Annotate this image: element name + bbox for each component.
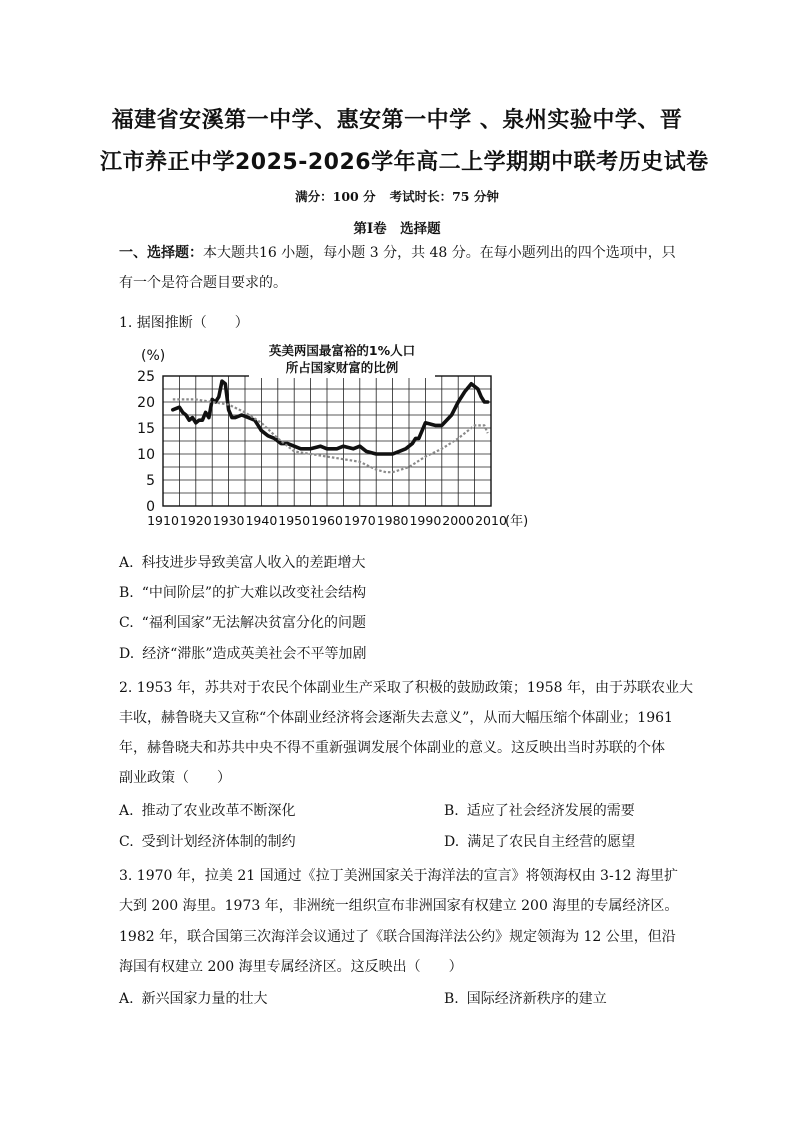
instructions-line2: 有一个是符合题目要求的。	[119, 275, 287, 291]
q3-stem-line2: 大到 200 海里。1973 年，非洲统一组织宣布非洲国家有权建立 200 海里的专属经济区。	[119, 898, 679, 914]
option-key: B.	[444, 803, 459, 819]
y-tick-label: 5	[146, 473, 155, 489]
instructions-text: 本大题共16 小题，每小题 3 分，共 48 分。在每小题列出的四个选项中，只	[203, 245, 676, 261]
exam-duration: 考试时长：75 分钟	[389, 189, 499, 204]
q1-stem: 1. 据图推断（ ）	[119, 315, 249, 331]
y-axis-label: (%)	[141, 348, 166, 364]
y-tick-label: 20	[137, 395, 155, 411]
y-tick-label: 0	[146, 499, 155, 515]
full-score: 满分：100 分	[295, 189, 376, 204]
q3-option-b[interactable]	[444, 988, 607, 1008]
series-line-solid	[173, 381, 488, 454]
option-text: 受到计划经济体制的制约	[141, 834, 296, 850]
option-text: “福利国家”无法解决贫富分化的问题	[141, 615, 366, 631]
chart-title: 英美两国最富裕的1%人口	[268, 343, 416, 358]
y-tick-label: 15	[137, 421, 155, 437]
q2-option-a[interactable]	[119, 800, 296, 820]
exam-title-line1: 福建省安溪第一中学、惠安第一中学 、泉州实验中学、晋	[111, 108, 683, 133]
option-key: A.	[119, 991, 134, 1007]
exam-title-line2: 江市养正中学2025-2026学年高二上学期期中联考历史试卷	[100, 150, 709, 175]
option-text: 经济“滞胀”造成英美社会不平等加剧	[142, 646, 367, 662]
option-key: B.	[444, 991, 459, 1007]
option-key: A.	[119, 555, 134, 571]
option-key: C.	[119, 615, 134, 631]
x-tick-label: 2000	[442, 513, 475, 528]
x-tick-label: 1990	[409, 513, 442, 528]
section-heading: 第Ⅰ卷 选择题	[353, 221, 441, 237]
option-key: D.	[444, 834, 460, 850]
instructions-line1	[119, 242, 676, 262]
q1-chart	[119, 336, 549, 536]
y-tick-label: 10	[137, 447, 155, 463]
x-tick-label: 1980	[376, 513, 409, 528]
option-text: 新兴国家力量的壮大	[141, 991, 268, 1007]
q1-option-b[interactable]	[119, 582, 366, 602]
option-key: C.	[119, 834, 134, 850]
q3-stem-line3: 1982 年，联合国第三次海洋会议通过了《联合国海洋法公约》规定领海为 12 公里，但沿	[119, 929, 676, 945]
q1-option-d[interactable]	[119, 643, 367, 663]
q2-option-b[interactable]	[444, 800, 635, 820]
q2-stem-line4: 副业政策（ ）	[119, 770, 231, 786]
option-text: 推动了农业改革不断深化	[141, 803, 296, 819]
wealth-share-chart	[119, 336, 549, 536]
exam-meta	[0, 187, 794, 205]
option-text: “中间阶层”的扩大难以改变社会结构	[141, 585, 367, 601]
option-key: B.	[119, 585, 134, 601]
option-text: 科技进步导致美富人收入的差距增大	[141, 555, 366, 571]
option-text: 适应了社会经济发展的需要	[466, 803, 635, 819]
q3-stem-line1: 3. 1970 年，拉美 21 国通过《拉丁美洲国家关于海洋法的宣言》将领海权由 3-12 海里扩	[119, 868, 678, 884]
q2-stem-line3: 年，赫鲁晓夫和苏共中央不得不重新强调发展个体副业的意义。这反映出当时苏联的个体	[119, 740, 665, 756]
x-tick-label: 1960	[311, 513, 343, 528]
q1-option-a[interactable]	[119, 552, 366, 572]
option-text: 满足了农民自主经营的愿望	[467, 834, 636, 850]
q3-stem-line4: 海国有权建立 200 海里专属经济区。这反映出（ ）	[119, 959, 463, 975]
x-tick-label: 1940	[245, 513, 278, 528]
q2-option-d[interactable]	[444, 831, 635, 851]
chart-subtitle: 所占国家财富的比例	[285, 360, 399, 375]
q2-stem-line1: 2. 1953 年，苏共对于农民个体副业生产采取了积极的鼓励政策；1958 年，由于苏联农业大	[119, 680, 693, 696]
y-tick-label: 25	[137, 369, 155, 385]
q2-stem-line2: 丰收，赫鲁晓夫又宣称“个体副业经济将会逐渐失去意义”，从而大幅压缩个体副业；1961	[119, 710, 673, 726]
q3-option-a[interactable]	[119, 988, 268, 1008]
option-text: 国际经济新秩序的建立	[466, 991, 607, 1007]
q2-option-c[interactable]	[119, 831, 296, 851]
option-key: D.	[119, 646, 135, 662]
x-tick-label: 1950	[278, 513, 311, 528]
x-tick-label: 1930	[212, 513, 245, 528]
instructions-lead: 一、选择题：	[119, 245, 203, 261]
x-tick-label: 1970	[343, 513, 376, 528]
x-tick-label: 2010	[475, 513, 507, 528]
series-line-dotted	[173, 399, 488, 472]
q1-option-c[interactable]	[119, 612, 366, 632]
x-tick-label: 1910	[147, 513, 179, 528]
x-tick-label: 1920	[179, 513, 212, 528]
x-axis-label: (年)	[505, 514, 529, 529]
option-key: A.	[119, 803, 134, 819]
